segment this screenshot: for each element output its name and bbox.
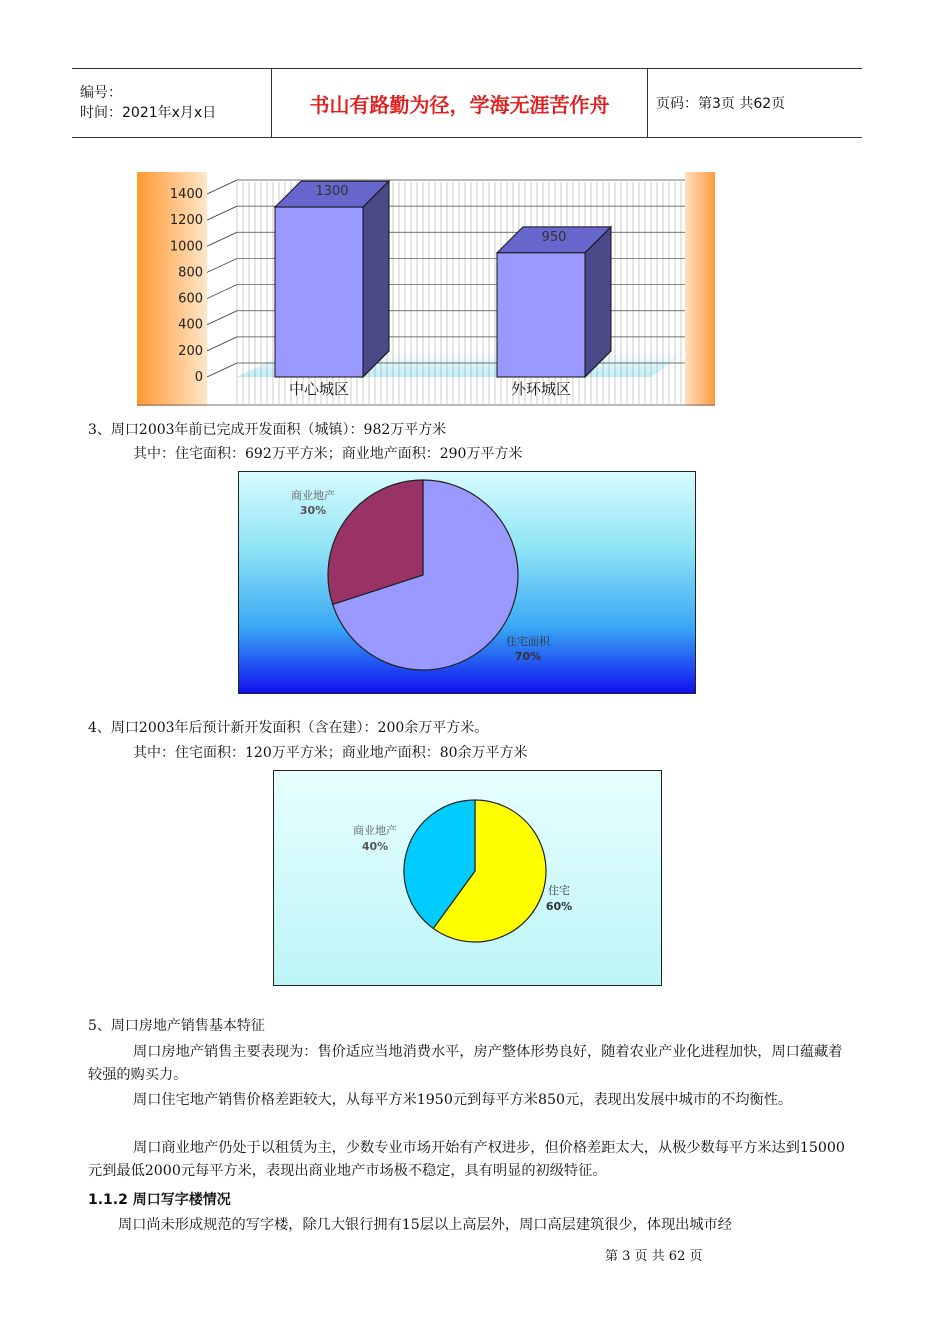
right-wall [685,172,715,406]
pie2-pct-residential: 60% [545,900,573,913]
section4-line2: 其中：住宅面积：120万平方米；商业地产面积：80余万平方米 [133,745,528,761]
section-112-heading: 1.1.2 周口写字楼情况 [88,1192,231,1208]
section3-line2: 其中：住宅面积：692万平方米；商业地产面积：290万平方米 [133,446,523,462]
section5-paragraph-2: 周口住宅地产销售价格差距较大，从每平方米1950元到每平方米850元，表现出发展中城市的不均衡性。 [133,1092,793,1108]
x-category-label: 中心城区 [288,380,350,398]
pie1-label-residential: 住宅面积 [506,635,550,648]
bar-side [585,227,611,377]
pie-chart-2 [273,770,662,986]
doc-number-label: 编号： [80,85,122,101]
bar-front [275,207,363,377]
header-right-cell [648,69,862,137]
section5-title: 5、周口房地产销售基本特征 [88,1018,265,1034]
section5-paragraph-3: 周口商业地产仍处于以租赁为主，少数专业市场开始有产权进步，但价格差距太大，从极少数每平方米达到15000元到最低2000元每平方米，表现出商业地产市场极不稳定，具有明显的初级特征。 [88,1140,845,1179]
section5-paragraph-1: 周口房地产销售主要表现为：售价适应当地消费水平，房产整体形势良好，随着农业产业化进程加快，周口蕴藏着较强的购买力。 [88,1044,843,1083]
header-motto-cell [272,69,648,137]
bar-data-label: 950 [541,229,567,245]
y-tick-label: 600 [178,291,203,307]
y-tick-label: 1200 [169,213,203,229]
header-left-cell [72,69,272,137]
bar-data-label: 1300 [315,184,349,200]
bar-chart [137,172,715,406]
page-footer: 第 3 页 共 62 页 [605,1249,703,1264]
bar [497,227,611,377]
y-tick-label: 200 [178,343,203,359]
section4-line1: 4、周口2003年后预计新开发面积（含在建）：200余万平方米。 [88,720,489,736]
y-tick-label: 0 [194,370,203,385]
pie2-label-commercial: 商业地产 [353,824,397,837]
x-category-label: 外环城区 [510,380,572,398]
pie2-slices [404,800,546,942]
pie2-label-residential: 住宅 [548,884,570,897]
bar-side [363,181,389,377]
header-motto: 书山有路勤为径，学海无涯苦作舟 [309,92,610,117]
pie1-pct-residential: 70% [514,650,542,663]
bar-front [497,253,585,377]
pie1-slices [328,480,518,670]
doc-time-label: 时间：2021年x月x日 [80,105,217,121]
section3-line1: 3、周口2003年前已完成开发面积（城镇）：982万平方米 [88,422,447,438]
pie1-label-commercial: 商业地产 [291,489,335,502]
page-header [72,68,862,138]
section-112-paragraph: 周口尚未形成规范的写字楼，除几大银行拥有15层以上高层外，周口高层建筑很少，体现出城市经 [118,1217,732,1233]
bar [275,181,389,377]
pie2-pct-commercial: 40% [361,840,389,853]
y-tick-label: 1000 [169,239,203,255]
header-page-info: 页码：第3页 共62页 [656,96,786,112]
pie1-pct-commercial: 30% [299,504,327,517]
y-tick-label: 800 [178,265,203,281]
y-tick-label: 400 [178,317,203,333]
y-tick-label: 1400 [169,187,203,202]
pie-chart-1 [238,471,696,694]
